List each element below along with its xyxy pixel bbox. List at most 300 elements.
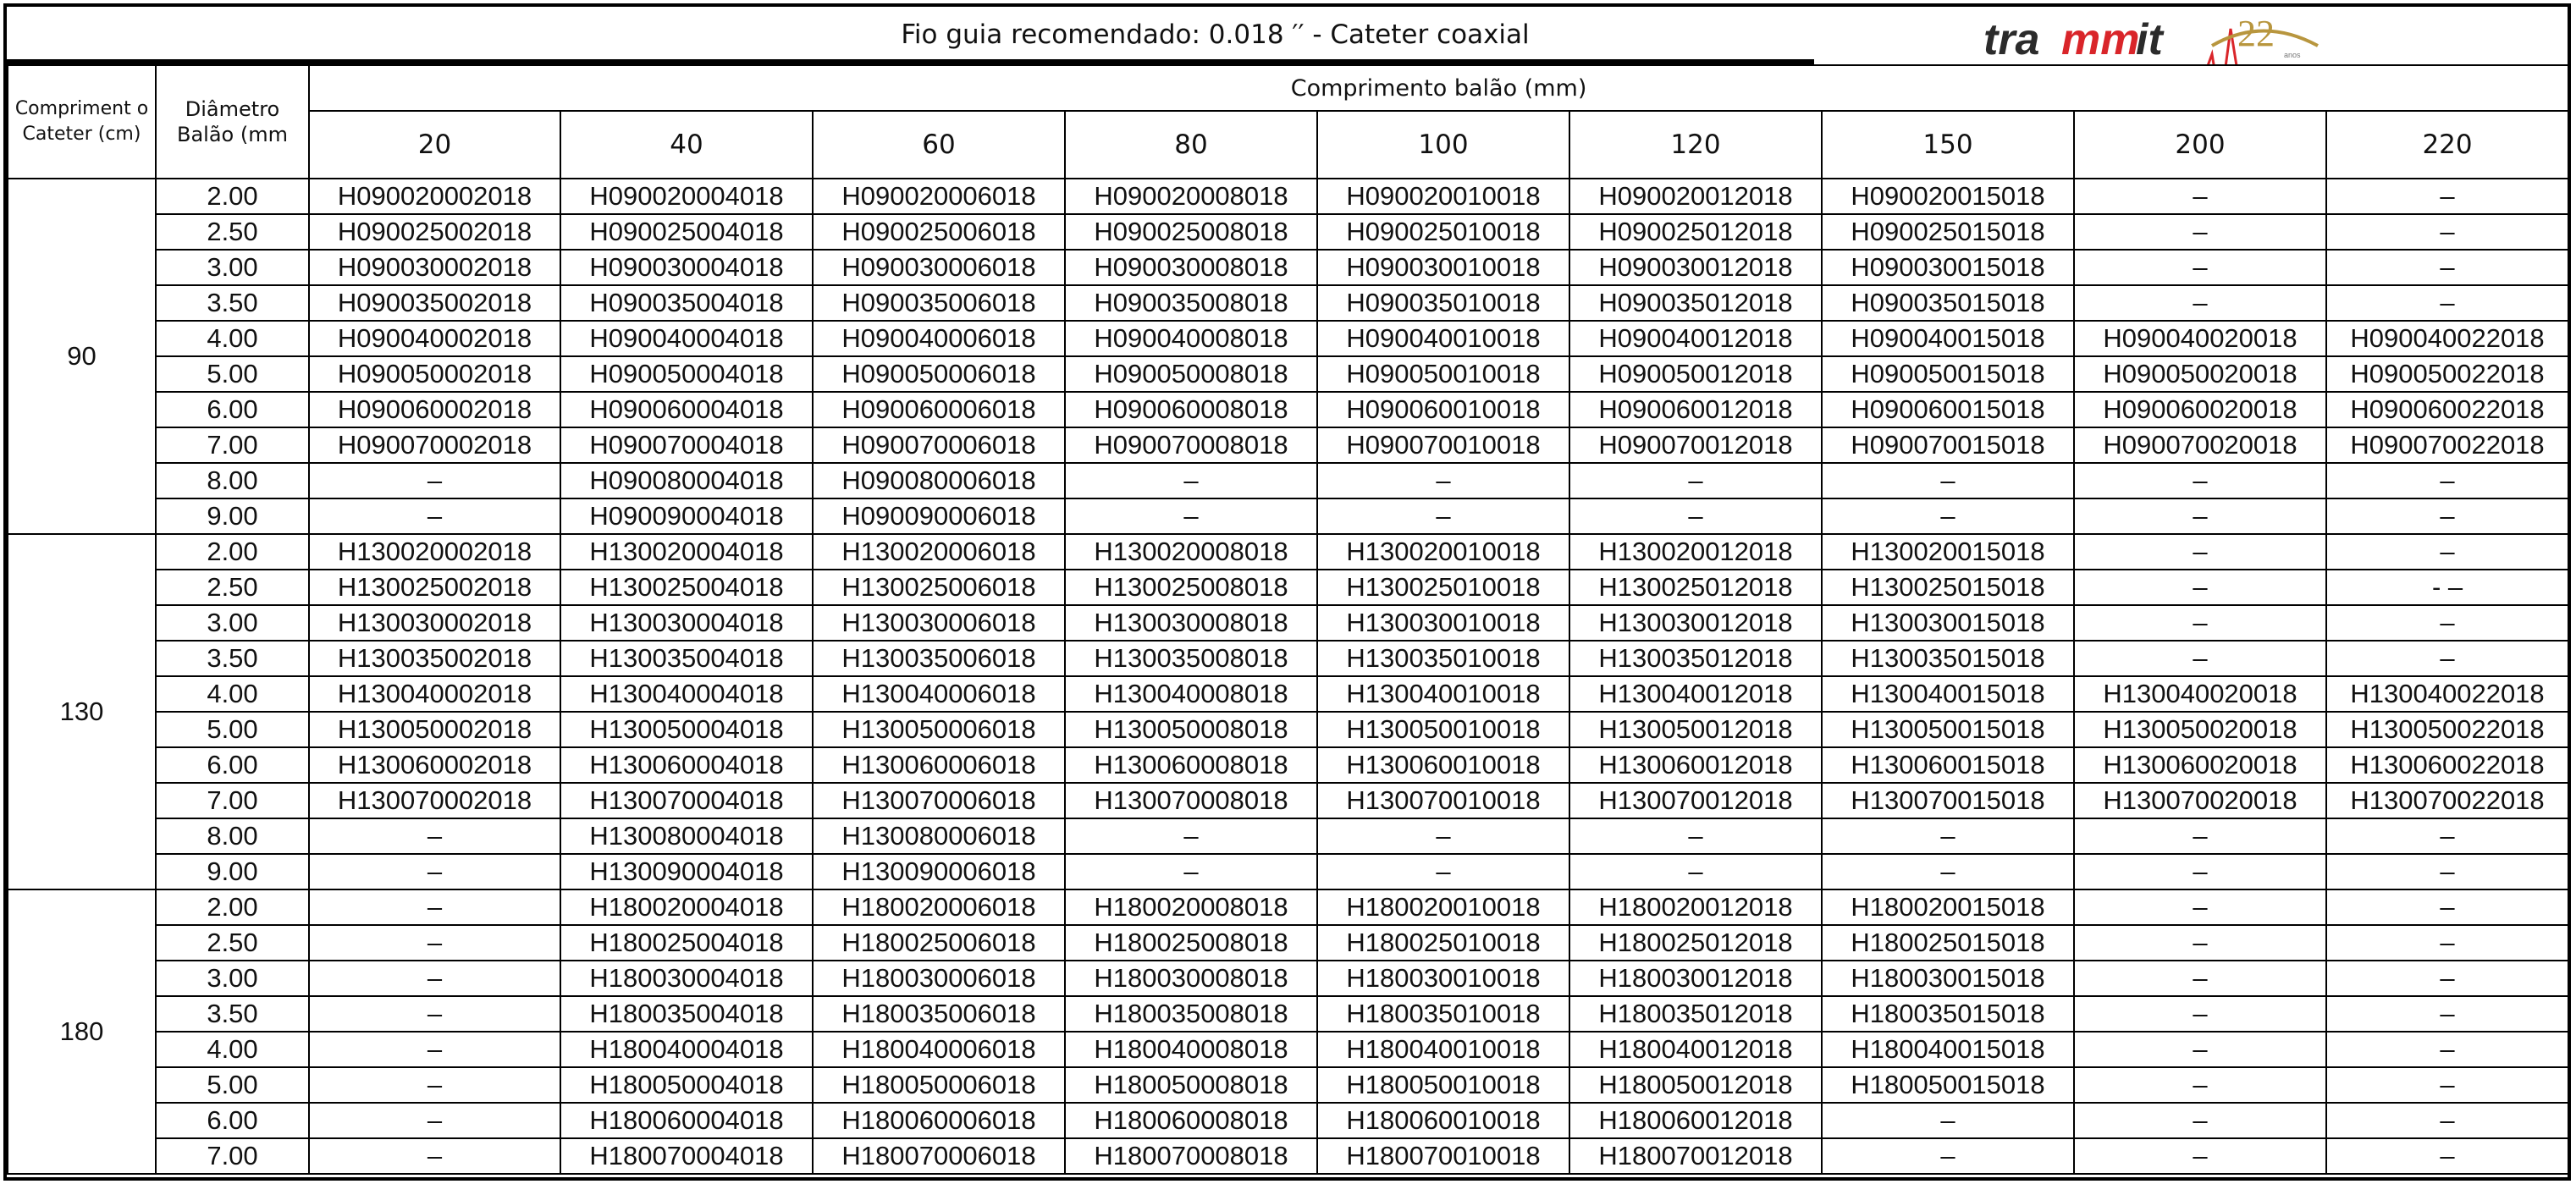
product-code-cell: H130020008018 <box>1065 534 1317 570</box>
product-code-cell: H130080004018 <box>560 818 813 854</box>
product-code-cell: – <box>309 961 560 996</box>
product-code-cell: H090070002018 <box>309 427 560 463</box>
product-code-cell: – <box>2074 570 2326 605</box>
product-code-cell: – <box>309 889 560 925</box>
product-code-cell: H130050012018 <box>1569 712 1822 747</box>
title-text: Fio guia recomendado: 0.018 ′′ - Cateter coaxial <box>901 19 1530 50</box>
table-row <box>8 605 2568 641</box>
diameter-cell: 3.50 <box>156 641 309 676</box>
product-code-cell: H180025010018 <box>1317 925 1569 961</box>
product-code-cell: H180035004018 <box>560 996 813 1032</box>
product-code-cell: – <box>1822 1138 2074 1174</box>
product-code-cell: – <box>1822 498 2074 534</box>
product-code-cell: H130020002018 <box>309 534 560 570</box>
product-code-cell: H130060004018 <box>560 747 813 783</box>
product-code-cell: – <box>2074 1067 2326 1103</box>
diameter-cell: 2.50 <box>156 925 309 961</box>
product-code-cell: H130020006018 <box>813 534 1065 570</box>
table-row <box>8 427 2568 463</box>
product-code-cell: H090040010018 <box>1317 321 1569 356</box>
product-code-cell: H180035010018 <box>1317 996 1569 1032</box>
product-code-cell: – <box>2074 214 2326 250</box>
length-header-40: 40 <box>560 111 813 179</box>
product-code-cell: H180020010018 <box>1317 889 1569 925</box>
balloon-diameter-header: Diâmetro Balão (mm <box>156 65 309 179</box>
diameter-cell: 5.00 <box>156 712 309 747</box>
product-code-cell: H180020008018 <box>1065 889 1317 925</box>
product-code-cell: – <box>2074 1103 2326 1138</box>
diameter-cell: 5.00 <box>156 1067 309 1103</box>
table-row <box>8 1032 2568 1067</box>
product-code-cell: H180025015018 <box>1822 925 2074 961</box>
table-row <box>8 889 2568 925</box>
catheter-length-header: Compriment o Cateter (cm) <box>8 65 156 179</box>
product-code-cell: H090040012018 <box>1569 321 1822 356</box>
table-row <box>8 321 2568 356</box>
catalog-sheet <box>3 3 2571 1181</box>
logo-brand-right: it <box>2136 15 2163 64</box>
product-table <box>7 64 2569 1175</box>
product-code-cell: H090070020018 <box>2074 427 2326 463</box>
product-code-cell: H130050002018 <box>309 712 560 747</box>
product-code-cell: H090030008018 <box>1065 250 1317 285</box>
product-code-cell: – <box>2326 179 2568 214</box>
product-code-cell: H130025015018 <box>1822 570 2074 605</box>
product-code-cell: H180050004018 <box>560 1067 813 1103</box>
length-header-20: 20 <box>309 111 560 179</box>
product-code-cell: H130050010018 <box>1317 712 1569 747</box>
product-code-cell: H180035012018 <box>1569 996 1822 1032</box>
table-row <box>8 392 2568 427</box>
product-code-cell: H130040004018 <box>560 676 813 712</box>
product-code-cell: H130040012018 <box>1569 676 1822 712</box>
product-code-cell: H130070022018 <box>2326 783 2568 818</box>
product-code-cell: H090030010018 <box>1317 250 1569 285</box>
product-code-cell: H180040010018 <box>1317 1032 1569 1067</box>
product-code-cell: H130035004018 <box>560 641 813 676</box>
product-code-cell: – <box>1317 854 1569 889</box>
product-code-cell: – <box>2326 854 2568 889</box>
product-code-cell: H130030002018 <box>309 605 560 641</box>
diameter-cell: 2.50 <box>156 214 309 250</box>
product-code-cell: – <box>2074 854 2326 889</box>
product-code-cell: H130060008018 <box>1065 747 1317 783</box>
product-code-cell: H090060004018 <box>560 392 813 427</box>
product-code-cell: – <box>1569 818 1822 854</box>
product-code-cell: – <box>1065 498 1317 534</box>
product-code-cell: H090020010018 <box>1317 179 1569 214</box>
product-code-cell: H090070012018 <box>1569 427 1822 463</box>
product-code-cell: – <box>309 854 560 889</box>
product-code-cell: H180050010018 <box>1317 1067 1569 1103</box>
product-code-cell: H130090006018 <box>813 854 1065 889</box>
product-code-cell: H090080004018 <box>560 463 813 498</box>
product-code-cell: – <box>2074 1032 2326 1067</box>
product-code-cell: H180020012018 <box>1569 889 1822 925</box>
product-code-cell: H130070020018 <box>2074 783 2326 818</box>
product-code-cell: H130025004018 <box>560 570 813 605</box>
product-code-cell: H180025012018 <box>1569 925 1822 961</box>
product-code-cell: H090090006018 <box>813 498 1065 534</box>
product-code-cell: H130040022018 <box>2326 676 2568 712</box>
product-code-cell: H090080006018 <box>813 463 1065 498</box>
balloon-length-header: Comprimento balão (mm) <box>309 65 2568 111</box>
product-code-cell: H090035006018 <box>813 285 1065 321</box>
table-row <box>8 854 2568 889</box>
product-code-cell: H180060012018 <box>1569 1103 1822 1138</box>
length-header-150: 150 <box>1822 111 2074 179</box>
product-code-cell: H130020004018 <box>560 534 813 570</box>
diameter-cell: 3.50 <box>156 996 309 1032</box>
product-code-cell: H180070010018 <box>1317 1138 1569 1174</box>
diameter-cell: 2.00 <box>156 534 309 570</box>
product-code-cell: H090060002018 <box>309 392 560 427</box>
product-code-cell: H180030006018 <box>813 961 1065 996</box>
product-code-cell: H180070012018 <box>1569 1138 1822 1174</box>
product-code-cell: – <box>2326 641 2568 676</box>
product-code-cell: H090040006018 <box>813 321 1065 356</box>
product-code-cell: – <box>1822 463 2074 498</box>
product-code-cell: – <box>2074 818 2326 854</box>
product-code-cell: H090060020018 <box>2074 392 2326 427</box>
product-code-cell: H180030004018 <box>560 961 813 996</box>
product-code-cell: - – <box>2326 570 2568 605</box>
table-row <box>8 179 2568 214</box>
product-code-cell: H180040012018 <box>1569 1032 1822 1067</box>
table-row <box>8 1103 2568 1138</box>
table-row <box>8 570 2568 605</box>
product-code-cell: H180025008018 <box>1065 925 1317 961</box>
product-code-cell: H130020015018 <box>1822 534 2074 570</box>
product-code-cell: H090040022018 <box>2326 321 2568 356</box>
product-code-cell: – <box>309 1103 560 1138</box>
product-code-cell: – <box>2326 996 2568 1032</box>
product-code-cell: – <box>309 463 560 498</box>
product-code-cell: H130035012018 <box>1569 641 1822 676</box>
length-header-220: 220 <box>2326 111 2568 179</box>
logo-badge: 22 <box>2237 13 2275 54</box>
diameter-cell: 4.00 <box>156 321 309 356</box>
product-code-cell: H180035008018 <box>1065 996 1317 1032</box>
product-code-cell: H180035015018 <box>1822 996 2074 1032</box>
table-row <box>8 676 2568 712</box>
product-code-cell: H130020010018 <box>1317 534 1569 570</box>
product-code-cell: – <box>309 1032 560 1067</box>
product-code-cell: H090060015018 <box>1822 392 2074 427</box>
product-code-cell: H090070015018 <box>1822 427 2074 463</box>
product-code-cell: H130040008018 <box>1065 676 1317 712</box>
product-code-cell: H130025012018 <box>1569 570 1822 605</box>
product-code-cell: H180050008018 <box>1065 1067 1317 1103</box>
product-code-cell: H090035002018 <box>309 285 560 321</box>
catheter-length-cell: 130 <box>8 534 156 889</box>
table-body <box>8 179 2568 1174</box>
diameter-cell: 3.00 <box>156 961 309 996</box>
table-row <box>8 498 2568 534</box>
product-code-cell: – <box>2326 214 2568 250</box>
product-code-cell: H090035012018 <box>1569 285 1822 321</box>
product-code-cell: H130035008018 <box>1065 641 1317 676</box>
product-code-cell: H130060022018 <box>2326 747 2568 783</box>
diameter-cell: 9.00 <box>156 498 309 534</box>
product-code-cell: H090060008018 <box>1065 392 1317 427</box>
product-code-cell: – <box>1065 818 1317 854</box>
diameter-cell: 3.00 <box>156 250 309 285</box>
product-code-cell: – <box>1317 498 1569 534</box>
product-code-cell: H180025006018 <box>813 925 1065 961</box>
product-code-cell: – <box>2074 179 2326 214</box>
diameter-cell: 8.00 <box>156 463 309 498</box>
product-code-cell: H180040004018 <box>560 1032 813 1067</box>
product-code-cell: – <box>1317 463 1569 498</box>
product-code-cell: H180030012018 <box>1569 961 1822 996</box>
product-code-cell: – <box>2326 250 2568 285</box>
diameter-cell: 9.00 <box>156 854 309 889</box>
product-code-cell: H130035002018 <box>309 641 560 676</box>
product-code-cell: – <box>309 1138 560 1174</box>
product-code-cell: – <box>2074 285 2326 321</box>
product-code-cell: – <box>2074 605 2326 641</box>
product-code-cell: H090050004018 <box>560 356 813 392</box>
table-row <box>8 250 2568 285</box>
product-code-cell: H090050022018 <box>2326 356 2568 392</box>
product-code-cell: H090040015018 <box>1822 321 2074 356</box>
product-code-cell: H090090004018 <box>560 498 813 534</box>
product-code-cell: H180035006018 <box>813 996 1065 1032</box>
table-row <box>8 961 2568 996</box>
product-code-cell: H130070015018 <box>1822 783 2074 818</box>
product-code-cell: H180020006018 <box>813 889 1065 925</box>
logo-brand-mid: mm <box>2061 15 2140 64</box>
product-code-cell: H090030015018 <box>1822 250 2074 285</box>
table-row <box>8 285 2568 321</box>
product-code-cell: – <box>2074 498 2326 534</box>
product-code-cell: – <box>1822 1103 2074 1138</box>
product-code-cell: H180040006018 <box>813 1032 1065 1067</box>
product-code-cell: H090035010018 <box>1317 285 1569 321</box>
product-code-cell: H180030015018 <box>1822 961 2074 996</box>
product-code-cell: H090070006018 <box>813 427 1065 463</box>
product-code-cell: H130090004018 <box>560 854 813 889</box>
product-code-cell: H130040015018 <box>1822 676 2074 712</box>
product-code-cell: H130070008018 <box>1065 783 1317 818</box>
product-code-cell: – <box>2074 925 2326 961</box>
table-row <box>8 534 2568 570</box>
product-code-cell: H090060022018 <box>2326 392 2568 427</box>
product-code-cell: H090050015018 <box>1822 356 2074 392</box>
product-code-cell: – <box>2074 534 2326 570</box>
product-code-cell: H090050010018 <box>1317 356 1569 392</box>
product-code-cell: H090070022018 <box>2326 427 2568 463</box>
product-code-cell: H180070004018 <box>560 1138 813 1174</box>
product-code-cell: – <box>1065 854 1317 889</box>
catheter-length-cell: 180 <box>8 889 156 1174</box>
balloon-length-row <box>8 111 2568 179</box>
product-code-cell: H090040020018 <box>2074 321 2326 356</box>
product-code-cell: H090050012018 <box>1569 356 1822 392</box>
product-code-cell: H090030002018 <box>309 250 560 285</box>
length-header-200: 200 <box>2074 111 2326 179</box>
product-code-cell: H130070004018 <box>560 783 813 818</box>
diameter-cell: 4.00 <box>156 1032 309 1067</box>
product-code-cell: – <box>1317 818 1569 854</box>
product-code-cell: – <box>1569 463 1822 498</box>
product-code-cell: H090025002018 <box>309 214 560 250</box>
product-code-cell: H090020012018 <box>1569 179 1822 214</box>
product-code-cell: H130050020018 <box>2074 712 2326 747</box>
product-code-cell: H180040015018 <box>1822 1032 2074 1067</box>
product-code-cell: H130035006018 <box>813 641 1065 676</box>
diameter-cell: 2.50 <box>156 570 309 605</box>
product-code-cell: H090025006018 <box>813 214 1065 250</box>
table-row <box>8 356 2568 392</box>
product-code-cell: H130035010018 <box>1317 641 1569 676</box>
product-code-cell: – <box>2326 889 2568 925</box>
diameter-cell: 7.00 <box>156 427 309 463</box>
product-code-cell: H090025010018 <box>1317 214 1569 250</box>
product-code-cell: H130030010018 <box>1317 605 1569 641</box>
product-code-cell: H180060006018 <box>813 1103 1065 1138</box>
table-row <box>8 214 2568 250</box>
diameter-cell: 8.00 <box>156 818 309 854</box>
product-code-cell: – <box>2074 889 2326 925</box>
product-code-cell: H130080006018 <box>813 818 1065 854</box>
table-row <box>8 925 2568 961</box>
product-code-cell: – <box>2326 818 2568 854</box>
product-code-cell: – <box>309 1067 560 1103</box>
product-code-cell: H180020015018 <box>1822 889 2074 925</box>
product-code-cell: – <box>309 498 560 534</box>
product-code-cell: – <box>2326 961 2568 996</box>
product-code-cell: H090030012018 <box>1569 250 1822 285</box>
product-code-cell: H130070012018 <box>1569 783 1822 818</box>
product-code-cell: – <box>2326 1067 2568 1103</box>
product-code-cell: – <box>2074 463 2326 498</box>
product-code-cell: H090030006018 <box>813 250 1065 285</box>
diameter-cell: 5.00 <box>156 356 309 392</box>
product-code-cell: – <box>309 996 560 1032</box>
product-code-cell: H090060010018 <box>1317 392 1569 427</box>
table-row <box>8 818 2568 854</box>
product-code-cell: H180030010018 <box>1317 961 1569 996</box>
diameter-cell: 6.00 <box>156 392 309 427</box>
product-code-cell: H130040020018 <box>2074 676 2326 712</box>
product-code-cell: H130050022018 <box>2326 712 2568 747</box>
diameter-cell: 2.00 <box>156 179 309 214</box>
product-code-cell: H180030008018 <box>1065 961 1317 996</box>
product-code-cell: – <box>2074 961 2326 996</box>
product-code-cell: – <box>2326 463 2568 498</box>
table-row <box>8 996 2568 1032</box>
diameter-cell: 6.00 <box>156 1103 309 1138</box>
product-code-cell: H130040010018 <box>1317 676 1569 712</box>
product-code-cell: H090070004018 <box>560 427 813 463</box>
product-code-cell: H130060010018 <box>1317 747 1569 783</box>
product-code-cell: H130060015018 <box>1822 747 2074 783</box>
length-header-60: 60 <box>813 111 1065 179</box>
product-code-cell: H090020006018 <box>813 179 1065 214</box>
product-code-cell: – <box>1822 818 2074 854</box>
product-code-cell: – <box>2326 605 2568 641</box>
product-code-cell: H090020008018 <box>1065 179 1317 214</box>
table-row <box>8 1138 2568 1174</box>
length-header-80: 80 <box>1065 111 1317 179</box>
product-code-cell: – <box>2074 641 2326 676</box>
product-code-cell: – <box>2326 925 2568 961</box>
product-code-cell: H130040006018 <box>813 676 1065 712</box>
product-code-cell: H180070006018 <box>813 1138 1065 1174</box>
product-code-cell: – <box>2074 250 2326 285</box>
product-code-cell: H090050002018 <box>309 356 560 392</box>
product-code-cell: H090040004018 <box>560 321 813 356</box>
product-code-cell: – <box>1822 854 2074 889</box>
product-code-cell: H180060008018 <box>1065 1103 1317 1138</box>
diameter-cell: 2.00 <box>156 889 309 925</box>
product-code-cell: H180040008018 <box>1065 1032 1317 1067</box>
product-code-cell: H180070008018 <box>1065 1138 1317 1174</box>
product-code-cell: H090035004018 <box>560 285 813 321</box>
product-code-cell: – <box>2326 1103 2568 1138</box>
product-code-cell: H090025015018 <box>1822 214 2074 250</box>
product-code-cell: H180050012018 <box>1569 1067 1822 1103</box>
product-code-cell: H180025004018 <box>560 925 813 961</box>
length-header-120: 120 <box>1569 111 1822 179</box>
product-code-cell: H180020004018 <box>560 889 813 925</box>
table-row <box>8 463 2568 498</box>
product-code-cell: H090070010018 <box>1317 427 1569 463</box>
product-code-cell: H130025010018 <box>1317 570 1569 605</box>
product-code-cell: – <box>2326 1138 2568 1174</box>
table-row <box>8 641 2568 676</box>
logo-badge-small: anos <box>2284 51 2301 59</box>
product-code-cell: H090060012018 <box>1569 392 1822 427</box>
product-code-cell: – <box>2074 1138 2326 1174</box>
product-code-cell: H130040002018 <box>309 676 560 712</box>
product-code-cell: H090050020018 <box>2074 356 2326 392</box>
logo-brand-left: tra <box>1983 15 2040 64</box>
product-code-cell: H180060010018 <box>1317 1103 1569 1138</box>
product-code-cell: – <box>2074 996 2326 1032</box>
product-code-cell: H130030008018 <box>1065 605 1317 641</box>
diameter-cell: 4.00 <box>156 676 309 712</box>
product-code-cell: H090020004018 <box>560 179 813 214</box>
product-code-cell: H130025006018 <box>813 570 1065 605</box>
length-header-100: 100 <box>1317 111 1569 179</box>
product-code-cell: H090035008018 <box>1065 285 1317 321</box>
product-code-cell: H130070010018 <box>1317 783 1569 818</box>
product-code-cell: – <box>2326 1032 2568 1067</box>
table-row <box>8 712 2568 747</box>
product-code-cell: H130050004018 <box>560 712 813 747</box>
product-code-cell: – <box>2326 285 2568 321</box>
product-code-cell: H130070002018 <box>309 783 560 818</box>
product-code-cell: – <box>2326 498 2568 534</box>
product-code-cell: – <box>1569 498 1822 534</box>
product-code-cell: H090070008018 <box>1065 427 1317 463</box>
product-code-cell: H090040008018 <box>1065 321 1317 356</box>
product-code-cell: – <box>309 925 560 961</box>
product-code-cell: H090050006018 <box>813 356 1065 392</box>
product-code-cell: – <box>309 818 560 854</box>
product-code-cell: H130050008018 <box>1065 712 1317 747</box>
diameter-cell: 7.00 <box>156 1138 309 1174</box>
diameter-cell: 3.50 <box>156 285 309 321</box>
product-code-cell: H180050006018 <box>813 1067 1065 1103</box>
table-row <box>8 747 2568 783</box>
product-code-cell: H130050015018 <box>1822 712 2074 747</box>
product-code-cell: H090060006018 <box>813 392 1065 427</box>
diameter-cell: 6.00 <box>156 747 309 783</box>
